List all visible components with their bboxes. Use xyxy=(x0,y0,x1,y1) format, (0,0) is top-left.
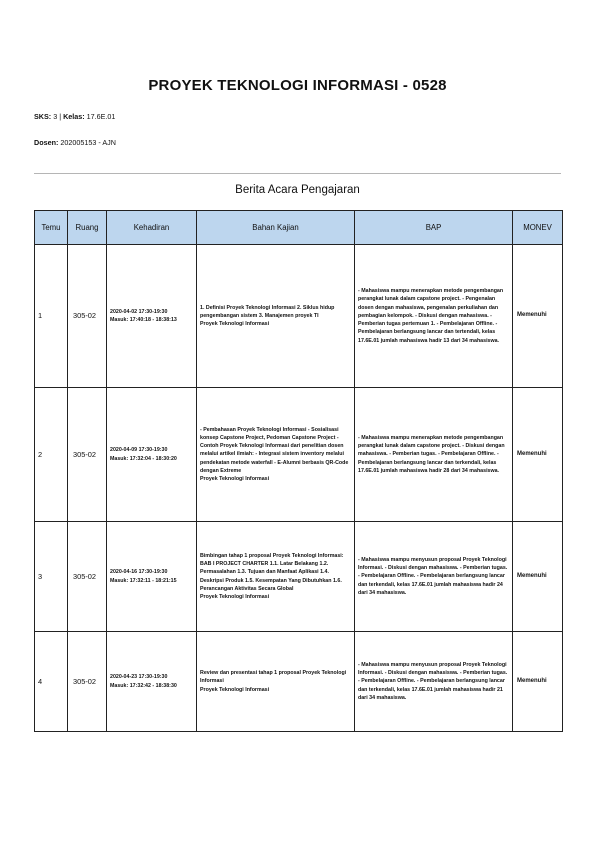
course-name: Proyek Teknologi Informasi xyxy=(200,686,270,693)
monev-cell: Memenuhi xyxy=(513,632,563,732)
course-name: Proyek Teknologi Informasi xyxy=(200,476,270,482)
course-name: Proyek Teknologi Informasi xyxy=(200,593,270,600)
lecturer-line xyxy=(34,138,116,147)
col-header-temu: Temu xyxy=(35,211,68,245)
section-title: Berita Acara Pengajaran xyxy=(235,184,360,196)
topic-text: 1. Definisi Proyek Teknologi Informasi 2. Siklus hidup pengembangan sistem 3. Manajemen proyek TI xyxy=(200,304,335,319)
bahan-kajian-cell xyxy=(197,245,355,388)
schedule-time: 2020-04-16 17:30-19:30 xyxy=(110,569,168,576)
bahan-kajian-cell xyxy=(197,522,355,632)
bap-cell: - Mahasiswa mampu menerapkan metode pengembangan perangkat lunak dalam capstone project. - Pengenalan dosen dengan mahasiswa, pengenalan perkuliahan dan pembagian kelompok. - Diskusi dengan mahasiswa. - Pemberian tugas pertemuan 1. - Pembelajaran Offline. - Pembelajaran berlangsung lancar dan tertendali, kelas 17.6E.01 jumlah mahasiswa hadir 13 dari 34 mahasiswa. xyxy=(355,245,513,388)
table-row xyxy=(35,245,563,388)
bap-cell: - Mahasiswa mampu menyusun proposal Proyek Teknologi Informasi. - Diskusi dengan mahasiswa. - Pemberian tugas. - Pembelajaran Offline. - Pembelajaran berlangsung lancar dan terkendali, kelas 17.6E.01 jumlah mahasiswa hadir 24 dari 34 mahasiswa. xyxy=(355,522,513,632)
topic-text: Bimbingan tahap 1 proposal Proyek Teknologi Informasi: BAB I PROJECT CHARTER 1.1. Latar Belakang 1.2. Permasalahan 1.3. Tujuan dan Manfaat Aplikasi 1.4. Deskripsi Produk 1.5. Kesempatan Yang Dibutuhkan 1.6. Perancangan Aktivitas Secara Global xyxy=(200,552,344,592)
table-row xyxy=(35,632,563,732)
sks-value: 3 xyxy=(53,112,58,121)
kelas-value: 17.6E.01 xyxy=(86,112,116,121)
checkin-time: Masuk: 17:32:11 - 18:21:15 xyxy=(110,577,177,584)
temu-cell: 2 xyxy=(35,388,68,522)
temu-cell: 1 xyxy=(35,245,68,388)
schedule-time: 2020-04-02 17:30-19:30 xyxy=(110,308,168,315)
checkin-time: Masuk: 17:32:42 - 18:38:30 xyxy=(110,682,177,689)
checkin-time: Masuk: 17:32:04 - 18:30:20 xyxy=(110,455,177,462)
ruang-cell: 305-02 xyxy=(68,245,107,388)
kehadiran-cell xyxy=(107,245,197,388)
bahan-kajian-cell xyxy=(197,632,355,732)
col-header-monev: MONEV xyxy=(513,211,563,245)
bahan-kajian-cell xyxy=(197,388,355,522)
col-header-bahan-kajian: Bahan Kajian xyxy=(197,211,355,245)
dosen-label: Dosen: xyxy=(34,138,59,147)
kehadiran-cell xyxy=(107,632,197,732)
checkin-time: Masuk: 17:40:18 - 18:38:13 xyxy=(110,317,177,323)
monev-cell: Memenuhi xyxy=(513,522,563,632)
monev-cell: Memenuhi xyxy=(513,388,563,522)
ruang-cell: 305-02 xyxy=(68,632,107,732)
kehadiran-cell xyxy=(107,522,197,632)
class-info-line xyxy=(34,112,115,121)
kelas-label: Kelas: xyxy=(63,112,85,121)
divider xyxy=(34,173,561,174)
course-name: Proyek Teknologi Informasi xyxy=(200,321,270,328)
teaching-record-table xyxy=(34,210,563,732)
topic-text: Review dan presentasi tahap 1 proposal Proyek Teknologi Informasi xyxy=(200,670,347,685)
temu-cell: 4 xyxy=(35,632,68,732)
topic-text: - Pembahasan Proyek Teknologi Informasi - Sosialisasi konsep Capstone Project, Pedoman Capstone Project - Contoh Proyek Teknologi Informasi dari penelitian dosen melalui artikel ilmiah: - Integrasi sistem inventory melalui pendekatan metode waterfall - E-Alumni berbasis QR-Code dengan Extreme xyxy=(200,426,349,474)
separator: | xyxy=(59,112,62,121)
col-header-bap: BAP xyxy=(355,211,513,245)
bap-cell: - Mahasiswa mampu menerapkan metode pengembangan perangkat lunak dalam capstone project. - Diskusi dengan mahasiswa. - Pemberian tugas. - Pembelajaran Offline. - Pembelajaran berlangsung lancar dan terkendali, kelas 17.6E.01 jumlah mahasiswa hadir 28 dari 34 mahasiswa. xyxy=(355,388,513,522)
sks-label: SKS: xyxy=(34,112,52,121)
kehadiran-cell xyxy=(107,388,197,522)
ruang-cell: 305-02 xyxy=(68,388,107,522)
col-header-ruang: Ruang xyxy=(68,211,107,245)
monev-cell: Memenuhi xyxy=(513,245,563,388)
ruang-cell: 305-02 xyxy=(68,522,107,632)
table-header-row xyxy=(35,211,563,245)
temu-cell: 3 xyxy=(35,522,68,632)
dosen-value: 202005153 - AJN xyxy=(60,138,116,147)
bap-cell: - Mahasiswa mampu menyusun proposal Proyek Teknologi Informasi. - Diskusi dengan mahasiswa. - Pemberian tugas. - Pembelajaran Offline. - Pembelajaran berlangsung lancar dan terkendali, kelas 17.6E.01 jumlah mahasiswa hadir 21 dari 34 mahasiswa. xyxy=(355,632,513,732)
col-header-kehadiran: Kehadiran xyxy=(107,211,197,245)
table-row xyxy=(35,522,563,632)
schedule-time: 2020-04-23 17:30-19:30 xyxy=(110,674,168,681)
table-row xyxy=(35,388,563,522)
schedule-time: 2020-04-09 17:30-19:30 xyxy=(110,447,168,454)
document-title: PROYEK TEKNOLOGI INFORMASI - 0528 xyxy=(148,77,447,94)
